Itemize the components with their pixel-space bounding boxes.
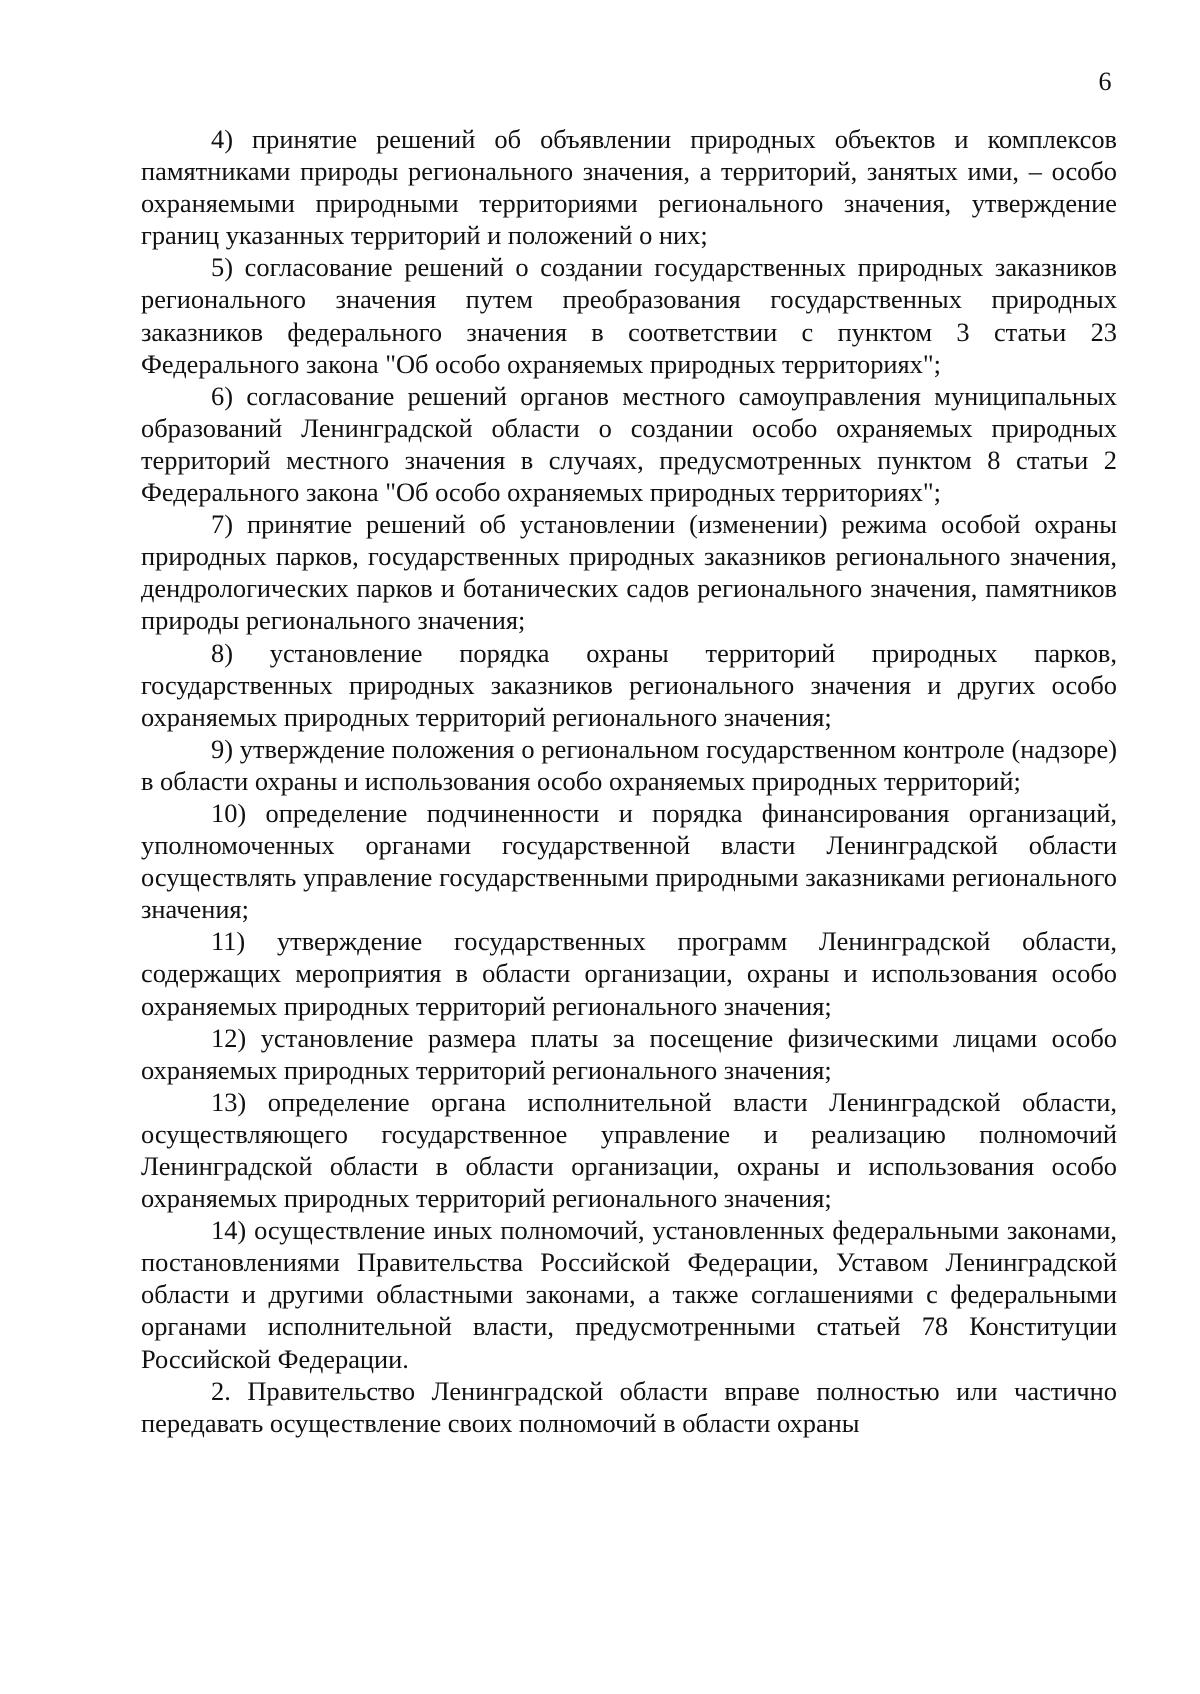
paragraph-item-7: 7) принятие решений об установлении (изменении) режима особой охраны природных парков, государственных природных заказников регионального значения, дендрологических парков и ботанических садов регионального значения, памятников природы регионального значения; [141,509,1117,636]
paragraph-item-9: 9) утверждение положения о региональном государственном контроле (надзоре) в области охраны и использования особо охраняемых природных территорий; [141,733,1117,796]
paragraph-item-8: 8) установление порядка охраны территорий природных парков, государственных природных заказников регионального значения и других особо охраняемых природных территорий регионального значения; [141,637,1117,732]
paragraph-item-5: 5) согласование решений о создании государственных природных заказников регионального значения путем преобразования государственных природных заказников федерального значения в соответствии с пунктом 3 статьи 23 Федерального закона "Об особо охраняемых природных территориях"; [141,252,1117,379]
paragraph-item-6: 6) согласование решений органов местного самоуправления муниципальных образований Ленинградской области о создании особо охраняемых природных территорий местного значения в случаях, предусмотренных пунктом 8 статьи 2 Федерального закона "Об особо охраняемых природных территориях"; [141,380,1117,508]
paragraph-section-2: 2. Правительство Ленинградской области вправе полностью или частично передавать осуществление своих полномочий в области охраны [141,1375,1117,1438]
page-number: 6 [1098,67,1112,96]
paragraph-item-11: 11) утверждение государственных программ Ленинградской области, содержащих мероприятия в области организации, охраны и использования особо охраняемых природных территорий регионального значения; [141,926,1117,1021]
paragraph-item-13: 13) определение органа исполнительной власти Ленинградской области, осуществляющего государственное управление и реализацию полномочий Ленинградской области в области организации, охраны и использования особо охраняемых природных территорий регионального значения; [141,1086,1117,1214]
document-body [141,123,1117,1439]
paragraph-item-10: 10) определение подчиненности и порядка финансирования организаций, уполномоченных органами государственной власти Ленинградской области осуществлять управление государственными природными заказниками регионального значения; [141,797,1117,925]
paragraph-item-4: 4) принятие решений об объявлении природных объектов и комплексов памятниками природы регионального значения, а территорий, занятых ими, – особо охраняемыми природными территориями регионального значения, утверждение границ указанных территорий и положений о них; [141,124,1117,251]
paragraph-item-14: 14) осуществление иных полномочий, установленных федеральными законами, постановлениями Правительства Российской Федерации, Уставом Ленинградской области и другими областными законами, а также соглашениями с федеральными органами исполнительной власти, предусмотренными статьей 78 Конституции Российской Федерации. [141,1215,1117,1374]
paragraph-item-12: 12) установление размера платы за посещение физическими лицами особо охраняемых природных территорий регионального значения; [141,1022,1117,1085]
